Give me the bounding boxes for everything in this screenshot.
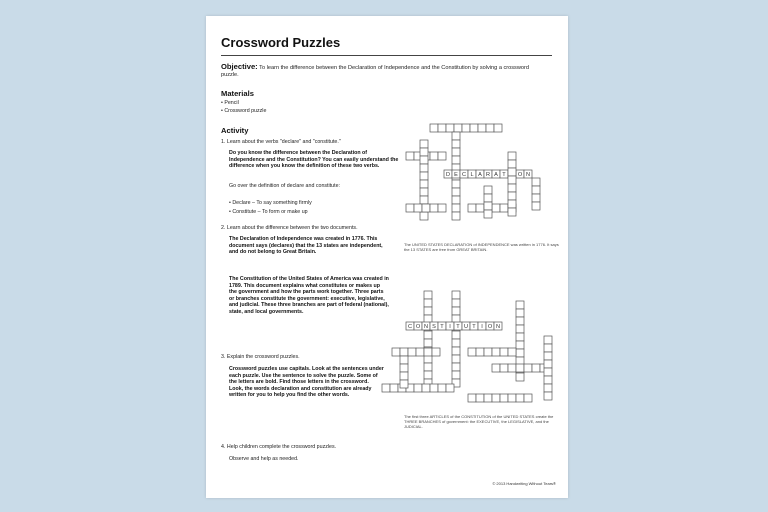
crossword-2-cell[interactable] xyxy=(492,348,500,356)
step-3-text: 3. Explain the crossword puzzles. xyxy=(221,354,300,360)
step-1-question: Do you know the difference between the Declaration of Independence and the Constitution? You can easily understand the difference when you know the definition of these two verbs. xyxy=(229,150,399,170)
crossword-2-cell[interactable] xyxy=(424,371,432,379)
crossword-2-cell[interactable] xyxy=(452,299,460,307)
crossword-1-cell[interactable] xyxy=(508,200,516,208)
crossword-2-cell[interactable] xyxy=(408,348,416,356)
crossword-2-cell[interactable] xyxy=(544,368,552,376)
crossword-2-cell[interactable] xyxy=(452,291,460,299)
step-2-constitution-paragraph: The Constitution of the United States of America was created in 1789. This document explains what constitutes or makes up the government and how the parts work together. Three parts or branches constitute the government: executive, legislative, and judicial. These three branches are part of federal (national), state, and local governments. xyxy=(229,276,389,315)
step-4-text: 4. Help children complete the crossword puzzles. xyxy=(221,444,337,450)
crossword-1-cell[interactable] xyxy=(430,204,438,212)
crossword-2-cell[interactable] xyxy=(400,372,408,380)
copyright-footer: © 2013 Handwriting Without Tears® xyxy=(492,481,556,486)
crossword-2-cell[interactable] xyxy=(544,336,552,344)
crossword-2-cell[interactable] xyxy=(516,317,524,325)
crossword-2-cell[interactable] xyxy=(508,348,516,356)
crossword-2-cell[interactable] xyxy=(544,384,552,392)
crossword-1-cell[interactable] xyxy=(532,186,540,194)
crossword-2-cell[interactable] xyxy=(452,363,460,371)
crossword-2-cell[interactable] xyxy=(544,352,552,360)
crossword-2-cell[interactable] xyxy=(516,341,524,349)
crossword-letter: R xyxy=(485,172,491,178)
crossword-1-cell[interactable] xyxy=(406,204,414,212)
crossword-2-cell[interactable] xyxy=(516,325,524,333)
crossword-1-cell[interactable] xyxy=(508,192,516,200)
crossword-letter: C xyxy=(461,172,467,178)
crossword-2-cell[interactable] xyxy=(438,384,446,392)
crossword-2-cell[interactable] xyxy=(414,384,422,392)
step-1-bullet-declare: • Declare – To say something firmly xyxy=(229,200,312,206)
puzzle-1-caption: The UNITED STATES DECLARATION of INDEPENDENCE was written in 1776. It says the 13 STATES are free from GREAT BRITAIN. xyxy=(404,242,559,253)
page-title: Crossword Puzzles xyxy=(221,35,341,50)
crossword-1-cell[interactable] xyxy=(494,124,502,132)
crossword-2-cell[interactable] xyxy=(392,348,400,356)
crossword-1-cell[interactable] xyxy=(508,160,516,168)
crossword-1-cell[interactable] xyxy=(484,194,492,202)
crossword-1-cell[interactable] xyxy=(452,196,460,204)
step-1-note: Go over the definition of declare and constitute: xyxy=(229,183,341,189)
crossword-1-cell[interactable] xyxy=(476,204,484,212)
crossword-2-cell[interactable] xyxy=(452,331,460,339)
crossword-1-cell[interactable] xyxy=(532,178,540,186)
crossword-1-cell[interactable] xyxy=(452,188,460,196)
crossword-2-cell[interactable] xyxy=(516,373,524,381)
crossword-2-cell[interactable] xyxy=(476,394,484,402)
crossword-2-cell[interactable] xyxy=(430,384,438,392)
crossword-2-cell[interactable] xyxy=(382,384,390,392)
crossword-2-cell[interactable] xyxy=(422,384,430,392)
materials-heading: Materials xyxy=(221,89,254,98)
crossword-1-cell[interactable] xyxy=(508,176,516,184)
crossword-letter: C xyxy=(407,324,413,330)
activity-heading: Activity xyxy=(221,126,249,135)
crossword-2-cell[interactable] xyxy=(516,364,524,372)
crossword-1-cell[interactable] xyxy=(492,204,500,212)
crossword-2-cell[interactable] xyxy=(432,348,440,356)
crossword-2-cell[interactable] xyxy=(544,376,552,384)
crossword-2-cell[interactable] xyxy=(468,394,476,402)
crossword-1-cell[interactable] xyxy=(452,148,460,156)
crossword-letter: O xyxy=(517,172,523,178)
crossword-1-cell[interactable] xyxy=(430,124,438,132)
step-2-declaration-paragraph: The Declaration of Independence was created in 1776. This document says (declares) that the 13 states are independent, and do not belong to Great Britain. xyxy=(229,236,383,256)
crossword-1-cell[interactable] xyxy=(430,152,438,160)
crossword-1-cell[interactable] xyxy=(484,202,492,210)
crossword-2-cell[interactable] xyxy=(424,348,432,356)
step-1-text: 1. Learn about the verbs "declare" and "constitute." xyxy=(221,139,341,145)
crossword-1-cell[interactable] xyxy=(484,210,492,218)
crossword-letter: E xyxy=(454,172,458,178)
crossword-2-cell[interactable] xyxy=(544,392,552,400)
crossword-1-cell[interactable] xyxy=(468,204,476,212)
crossword-2-cell[interactable] xyxy=(476,348,484,356)
crossword-2-cell[interactable] xyxy=(390,384,398,392)
crossword-2-cell[interactable] xyxy=(524,364,532,372)
crossword-2-cell[interactable] xyxy=(400,380,408,388)
crossword-2-cell[interactable] xyxy=(492,364,500,372)
crossword-2-cell[interactable] xyxy=(452,347,460,355)
crossword-2-cell[interactable] xyxy=(524,394,532,402)
crossword-letter: O xyxy=(487,324,493,330)
crossword-letter: N xyxy=(525,172,531,178)
materials-item-pencil: • Pencil xyxy=(221,100,239,106)
puzzle-2-caption: The first three ARTICLES of the CONSTITUTION of the UNITED STATES create the THREE BRANCHES of government: the EXECUTIVE, the LEGISLATIVE, and the JUDICIAL. xyxy=(404,414,554,430)
crossword-2-cell[interactable] xyxy=(484,348,492,356)
crossword-1-cell[interactable] xyxy=(484,186,492,194)
crossword-1-cell[interactable] xyxy=(470,124,478,132)
crossword-1-cell[interactable] xyxy=(438,124,446,132)
crossword-letter: I xyxy=(481,324,483,330)
crossword-1-cell[interactable] xyxy=(532,202,540,210)
crossword-puzzle-1 xyxy=(406,124,540,220)
crossword-1-cell[interactable] xyxy=(446,124,454,132)
crossword-2-cell[interactable] xyxy=(484,394,492,402)
crossword-2-cell[interactable] xyxy=(516,309,524,317)
crossword-2-cell[interactable] xyxy=(424,307,432,315)
crossword-2-cell[interactable] xyxy=(452,307,460,315)
crossword-2-cell[interactable] xyxy=(492,394,500,402)
crossword-1-cell[interactable] xyxy=(508,152,516,160)
crossword-1-cell[interactable] xyxy=(508,208,516,216)
crossword-2-cell[interactable] xyxy=(424,331,432,339)
step-2-text: 2. Learn about the difference between the two documents. xyxy=(221,225,358,231)
crossword-1-cell[interactable] xyxy=(414,204,422,212)
crossword-1-cell[interactable] xyxy=(420,196,428,204)
crossword-1-cell[interactable] xyxy=(454,124,462,132)
crossword-2-cell[interactable] xyxy=(544,360,552,368)
crossword-1-cell[interactable] xyxy=(420,212,428,220)
crossword-1-cell[interactable] xyxy=(420,172,428,180)
crossword-1-cell[interactable] xyxy=(420,156,428,164)
crossword-letter: S xyxy=(432,324,436,330)
crossword-1-cell[interactable] xyxy=(420,148,428,156)
crossword-1-cell[interactable] xyxy=(420,164,428,172)
crossword-1-cell[interactable] xyxy=(420,180,428,188)
crossword-2-cell[interactable] xyxy=(400,348,408,356)
objective-label: Objective: xyxy=(221,62,258,71)
crossword-letter: D xyxy=(445,172,451,178)
crossword-2-cell[interactable] xyxy=(446,384,454,392)
crossword-letter: N xyxy=(423,324,429,330)
crossword-1-cell[interactable] xyxy=(420,140,428,148)
crossword-2-cell[interactable] xyxy=(452,355,460,363)
crossword-2-cell[interactable] xyxy=(500,394,508,402)
crossword-letter: U xyxy=(463,324,469,330)
crossword-letter: L xyxy=(470,172,474,178)
crossword-1-cell[interactable] xyxy=(532,194,540,202)
worksheet-page xyxy=(206,16,568,498)
crossword-2-cell[interactable] xyxy=(452,371,460,379)
crossword-2-cell[interactable] xyxy=(508,364,516,372)
crossword-letter: A xyxy=(494,172,498,178)
crossword-1-cell[interactable] xyxy=(452,156,460,164)
crossword-1-cell[interactable] xyxy=(508,184,516,192)
crossword-1-cell[interactable] xyxy=(438,152,446,160)
crossword-1-cell[interactable] xyxy=(452,204,460,212)
crossword-letter: T xyxy=(440,324,444,330)
crossword-2-cell[interactable] xyxy=(424,363,432,371)
crossword-2-cell[interactable] xyxy=(516,301,524,309)
crossword-2-cell[interactable] xyxy=(400,364,408,372)
crossword-1-cell[interactable] xyxy=(422,204,430,212)
crossword-1-cell[interactable] xyxy=(500,204,508,212)
step-4-note: Observe and help as needed. xyxy=(229,456,299,462)
crossword-2-cell[interactable] xyxy=(516,394,524,402)
objective-text: To learn the difference between the Declaration of Independence and the Constitution by solving a crossword puzzle. xyxy=(221,65,529,78)
crossword-2-cell[interactable] xyxy=(400,356,408,364)
crossword-1-cell[interactable] xyxy=(452,140,460,148)
crossword-letter: A xyxy=(478,172,482,178)
crossword-1-cell[interactable] xyxy=(452,180,460,188)
crossword-1-cell[interactable] xyxy=(478,124,486,132)
crossword-2-cell[interactable] xyxy=(532,364,540,372)
crossword-1-cell[interactable] xyxy=(438,204,446,212)
step-3-paragraph: Crossword puzzles use capitals. Look at the sentences under each puzzle. Use the sentence to solve the puzzle. Some of the letters are bold. Find those letters in the crossword. Look, the words declaration and constitution are already written for you to help you find the other words. xyxy=(229,366,384,399)
crossword-letter: I xyxy=(449,324,451,330)
crossword-2-cell[interactable] xyxy=(508,394,516,402)
crossword-2-cell[interactable] xyxy=(468,348,476,356)
crossword-letter: O xyxy=(415,324,421,330)
crossword-2-cell[interactable] xyxy=(500,364,508,372)
crossword-2-cell[interactable] xyxy=(516,333,524,341)
crossword-1-cell[interactable] xyxy=(462,124,470,132)
crossword-puzzle-2 xyxy=(382,291,552,402)
crossword-1-cell[interactable] xyxy=(508,168,516,176)
crossword-letter: T xyxy=(456,324,460,330)
crossword-2-cell[interactable] xyxy=(424,299,432,307)
crossword-1-cell[interactable] xyxy=(486,124,494,132)
crossword-2-cell[interactable] xyxy=(424,291,432,299)
crossword-2-cell[interactable] xyxy=(424,339,432,347)
crossword-2-cell[interactable] xyxy=(544,344,552,352)
crossword-1-cell[interactable] xyxy=(420,188,428,196)
crossword-2-cell[interactable] xyxy=(500,348,508,356)
crossword-2-cell[interactable] xyxy=(416,348,424,356)
crossword-1-cell[interactable] xyxy=(452,212,460,220)
crossword-letter: T xyxy=(502,172,506,178)
crossword-2-cell[interactable] xyxy=(452,339,460,347)
materials-item-puzzle: • Crossword puzzle xyxy=(221,108,267,114)
crossword-letter: T xyxy=(472,324,476,330)
crossword-2-cell[interactable] xyxy=(516,349,524,357)
crossword-letter: N xyxy=(495,324,501,330)
crossword-1-cell[interactable] xyxy=(406,152,414,160)
step-1-bullet-constitute: • Constitute – To form or make up xyxy=(229,209,308,215)
crossword-1-cell[interactable] xyxy=(452,132,460,140)
